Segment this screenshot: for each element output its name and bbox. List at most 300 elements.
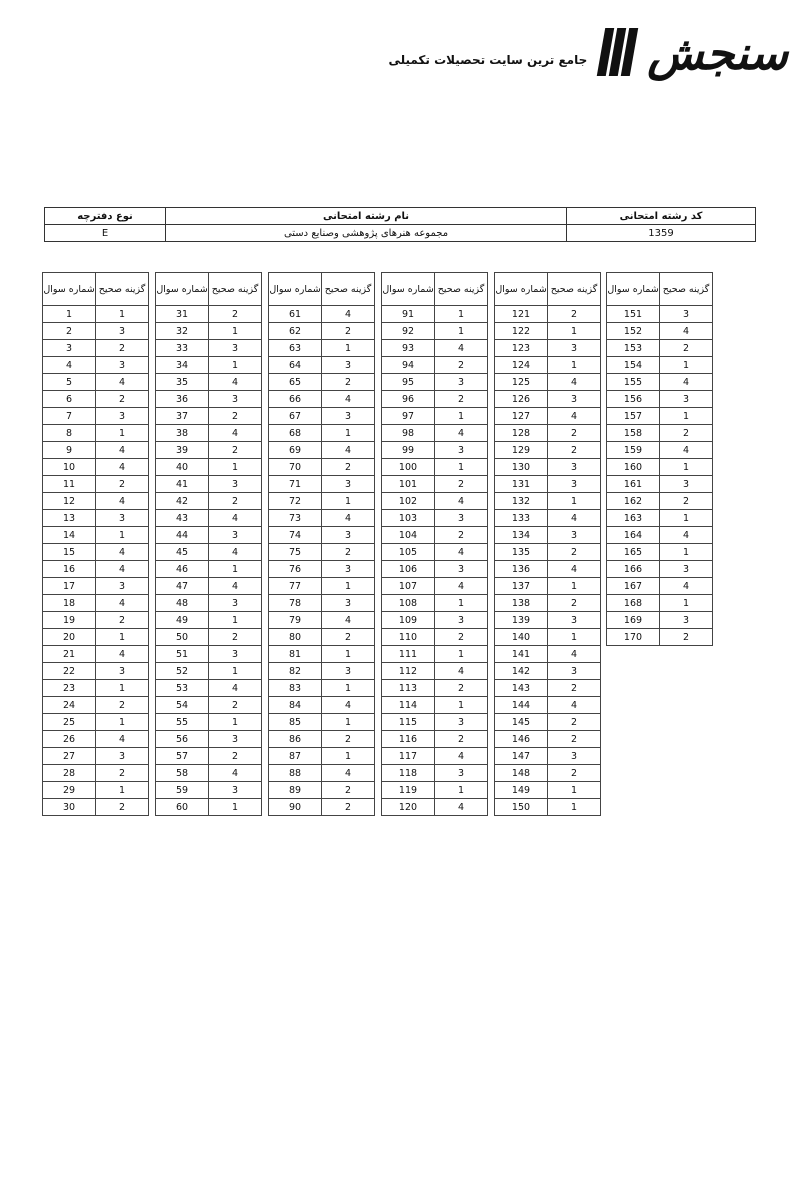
question-number: 136 <box>495 561 548 578</box>
correct-answer: 1 <box>435 323 488 340</box>
question-number: 2 <box>43 323 96 340</box>
question-number: 25 <box>43 714 96 731</box>
correct-answer: 1 <box>96 306 149 323</box>
question-number: 8 <box>43 425 96 442</box>
table-row <box>156 510 262 527</box>
question-number-header: شماره سوال <box>269 273 322 306</box>
question-number: 111 <box>382 646 435 663</box>
question-number: 146 <box>495 731 548 748</box>
table-row <box>607 561 713 578</box>
table-row <box>43 765 149 782</box>
table-row <box>269 357 375 374</box>
question-number: 114 <box>382 697 435 714</box>
booklet-type-value: E <box>45 225 166 242</box>
correct-answer: 4 <box>548 408 601 425</box>
correct-answer: 2 <box>209 629 262 646</box>
question-number: 88 <box>269 765 322 782</box>
table-row <box>269 476 375 493</box>
correct-answer: 3 <box>209 646 262 663</box>
question-number: 94 <box>382 357 435 374</box>
correct-answer: 1 <box>548 357 601 374</box>
question-number: 132 <box>495 493 548 510</box>
question-number: 16 <box>43 561 96 578</box>
table-row <box>495 425 601 442</box>
logo-wordmark: سنجش <box>647 26 788 80</box>
question-number: 148 <box>495 765 548 782</box>
question-number: 66 <box>269 391 322 408</box>
correct-answer: 3 <box>322 476 375 493</box>
question-number: 168 <box>607 595 660 612</box>
table-row <box>382 799 488 816</box>
question-number: 142 <box>495 663 548 680</box>
question-number: 77 <box>269 578 322 595</box>
answer-key-table <box>268 272 375 816</box>
correct-answer: 1 <box>548 578 601 595</box>
table-row <box>607 340 713 357</box>
question-number: 91 <box>382 306 435 323</box>
question-number: 50 <box>156 629 209 646</box>
table-row <box>495 510 601 527</box>
question-number: 145 <box>495 714 548 731</box>
table-row <box>269 323 375 340</box>
table-row <box>269 510 375 527</box>
answer-key-table <box>381 272 488 816</box>
question-number: 161 <box>607 476 660 493</box>
question-number: 18 <box>43 595 96 612</box>
table-row <box>269 391 375 408</box>
question-number: 23 <box>43 680 96 697</box>
correct-answer: 3 <box>209 595 262 612</box>
correct-answer: 3 <box>322 595 375 612</box>
correct-answer: 4 <box>435 340 488 357</box>
table-row <box>495 680 601 697</box>
question-number: 35 <box>156 374 209 391</box>
question-number-header: شماره سوال <box>382 273 435 306</box>
correct-answer: 4 <box>548 561 601 578</box>
correct-answer: 2 <box>435 391 488 408</box>
correct-answer: 4 <box>209 374 262 391</box>
correct-answer: 3 <box>209 340 262 357</box>
correct-answer: 1 <box>435 646 488 663</box>
correct-answer: 1 <box>96 782 149 799</box>
question-number: 85 <box>269 714 322 731</box>
correct-answer: 4 <box>322 442 375 459</box>
question-number: 92 <box>382 323 435 340</box>
table-row <box>495 799 601 816</box>
table-row <box>269 340 375 357</box>
question-number: 57 <box>156 748 209 765</box>
table-row <box>495 493 601 510</box>
question-number: 149 <box>495 782 548 799</box>
correct-answer: 4 <box>322 391 375 408</box>
correct-answer: 2 <box>660 340 713 357</box>
table-row <box>269 765 375 782</box>
table-row <box>382 510 488 527</box>
question-number: 113 <box>382 680 435 697</box>
table-row <box>156 357 262 374</box>
table-row <box>382 578 488 595</box>
table-row <box>156 714 262 731</box>
question-number: 29 <box>43 782 96 799</box>
answer-key-table <box>42 272 149 816</box>
question-number: 7 <box>43 408 96 425</box>
correct-answer: 3 <box>660 612 713 629</box>
question-number: 74 <box>269 527 322 544</box>
table-row <box>156 663 262 680</box>
correct-answer: 2 <box>548 765 601 782</box>
correct-answer: 3 <box>96 408 149 425</box>
correct-answer: 1 <box>96 714 149 731</box>
table-row <box>269 595 375 612</box>
table-row <box>156 493 262 510</box>
question-number: 150 <box>495 799 548 816</box>
correct-answer: 2 <box>660 493 713 510</box>
correct-answer-header: گزینه صحیح <box>435 273 488 306</box>
question-number: 5 <box>43 374 96 391</box>
correct-answer: 4 <box>209 578 262 595</box>
question-number: 68 <box>269 425 322 442</box>
question-number: 106 <box>382 561 435 578</box>
answer-key-table <box>606 272 713 646</box>
table-row <box>156 544 262 561</box>
table-row <box>607 476 713 493</box>
table-row <box>382 323 488 340</box>
correct-answer: 4 <box>209 425 262 442</box>
table-row <box>43 391 149 408</box>
table-row <box>495 595 601 612</box>
question-number: 131 <box>495 476 548 493</box>
question-number-header: شماره سوال <box>607 273 660 306</box>
correct-answer: 4 <box>548 646 601 663</box>
question-number: 51 <box>156 646 209 663</box>
question-number: 120 <box>382 799 435 816</box>
question-number: 138 <box>495 595 548 612</box>
table-row <box>156 799 262 816</box>
question-number: 41 <box>156 476 209 493</box>
question-number: 109 <box>382 612 435 629</box>
table-row <box>607 442 713 459</box>
table-row <box>607 629 713 646</box>
table-row <box>156 731 262 748</box>
table-row <box>382 544 488 561</box>
question-number: 47 <box>156 578 209 595</box>
table-row <box>607 357 713 374</box>
question-number: 99 <box>382 442 435 459</box>
correct-answer: 3 <box>96 510 149 527</box>
question-number: 60 <box>156 799 209 816</box>
table-row <box>495 561 601 578</box>
table-row <box>607 374 713 391</box>
correct-answer: 4 <box>435 544 488 561</box>
correct-answer: 2 <box>322 544 375 561</box>
correct-answer: 2 <box>322 323 375 340</box>
correct-answer: 3 <box>435 561 488 578</box>
correct-answer: 1 <box>209 323 262 340</box>
question-number: 127 <box>495 408 548 425</box>
table-row <box>156 323 262 340</box>
correct-answer: 3 <box>435 765 488 782</box>
table-row <box>382 731 488 748</box>
question-number: 15 <box>43 544 96 561</box>
table-row <box>156 595 262 612</box>
correct-answer: 4 <box>209 765 262 782</box>
question-number: 144 <box>495 697 548 714</box>
table-row <box>495 731 601 748</box>
correct-answer: 4 <box>209 544 262 561</box>
table-row <box>43 748 149 765</box>
correct-answer: 2 <box>322 799 375 816</box>
question-number: 155 <box>607 374 660 391</box>
table-row <box>607 459 713 476</box>
correct-answer: 2 <box>435 680 488 697</box>
question-number: 36 <box>156 391 209 408</box>
correct-answer: 2 <box>322 731 375 748</box>
correct-answer: 2 <box>548 731 601 748</box>
question-number: 59 <box>156 782 209 799</box>
correct-answer: 4 <box>96 544 149 561</box>
correct-answer: 2 <box>96 391 149 408</box>
table-row <box>43 442 149 459</box>
correct-answer: 3 <box>660 561 713 578</box>
correct-answer: 3 <box>322 527 375 544</box>
question-number: 53 <box>156 680 209 697</box>
question-number-header: شماره سوال <box>156 273 209 306</box>
table-row <box>607 527 713 544</box>
correct-answer: 3 <box>209 782 262 799</box>
table-row <box>607 323 713 340</box>
question-number: 78 <box>269 595 322 612</box>
question-number: 130 <box>495 459 548 476</box>
table-row <box>382 357 488 374</box>
question-number: 81 <box>269 646 322 663</box>
table-row <box>156 748 262 765</box>
question-number: 65 <box>269 374 322 391</box>
correct-answer-header: گزینه صحیح <box>209 273 262 306</box>
correct-answer: 4 <box>96 459 149 476</box>
correct-answer: 3 <box>435 374 488 391</box>
correct-answer: 1 <box>209 799 262 816</box>
question-number: 58 <box>156 765 209 782</box>
correct-answer: 2 <box>548 544 601 561</box>
question-number: 151 <box>607 306 660 323</box>
table-row <box>156 527 262 544</box>
table-row <box>382 595 488 612</box>
table-row <box>382 748 488 765</box>
table-row <box>607 544 713 561</box>
question-number: 164 <box>607 527 660 544</box>
correct-answer: 1 <box>209 357 262 374</box>
table-row <box>156 425 262 442</box>
correct-answer: 3 <box>660 391 713 408</box>
question-number: 44 <box>156 527 209 544</box>
correct-answer: 4 <box>435 578 488 595</box>
table-row <box>382 561 488 578</box>
table-row <box>382 629 488 646</box>
table-row <box>607 306 713 323</box>
table-row <box>269 697 375 714</box>
table-row <box>43 408 149 425</box>
correct-answer: 1 <box>435 306 488 323</box>
correct-answer: 1 <box>322 578 375 595</box>
question-number: 162 <box>607 493 660 510</box>
question-number: 135 <box>495 544 548 561</box>
table-row <box>156 340 262 357</box>
correct-answer: 1 <box>548 782 601 799</box>
correct-answer: 3 <box>322 357 375 374</box>
question-number: 126 <box>495 391 548 408</box>
table-row <box>43 476 149 493</box>
table-row <box>495 527 601 544</box>
question-number: 125 <box>495 374 548 391</box>
correct-answer-header: گزینه صحیح <box>548 273 601 306</box>
table-row <box>495 646 601 663</box>
question-number: 165 <box>607 544 660 561</box>
question-number: 39 <box>156 442 209 459</box>
table-row <box>43 527 149 544</box>
correct-answer: 3 <box>322 561 375 578</box>
correct-answer: 2 <box>548 306 601 323</box>
question-number: 24 <box>43 697 96 714</box>
table-row <box>382 680 488 697</box>
table-row <box>269 561 375 578</box>
table-row <box>495 629 601 646</box>
table-row <box>607 425 713 442</box>
correct-answer: 3 <box>96 357 149 374</box>
question-number: 86 <box>269 731 322 748</box>
table-row <box>43 544 149 561</box>
correct-answer: 1 <box>548 629 601 646</box>
correct-answer: 1 <box>322 340 375 357</box>
question-number: 137 <box>495 578 548 595</box>
table-row <box>156 765 262 782</box>
correct-answer: 3 <box>548 612 601 629</box>
correct-answer: 2 <box>435 629 488 646</box>
correct-answer: 1 <box>96 629 149 646</box>
correct-answer: 3 <box>435 510 488 527</box>
table-row <box>269 493 375 510</box>
question-number: 32 <box>156 323 209 340</box>
exam-name-header: نام رشته امتحانی <box>166 208 567 225</box>
table-row <box>607 595 713 612</box>
correct-answer: 2 <box>435 527 488 544</box>
correct-answer: 2 <box>209 442 262 459</box>
table-row <box>607 408 713 425</box>
correct-answer: 2 <box>548 714 601 731</box>
question-number: 103 <box>382 510 435 527</box>
question-number: 158 <box>607 425 660 442</box>
correct-answer: 4 <box>435 799 488 816</box>
answer-key-table <box>155 272 262 816</box>
table-row <box>43 595 149 612</box>
table-row <box>607 493 713 510</box>
table-row <box>156 306 262 323</box>
table-row <box>382 765 488 782</box>
question-number: 141 <box>495 646 548 663</box>
question-number: 6 <box>43 391 96 408</box>
table-row <box>495 578 601 595</box>
correct-answer: 4 <box>96 646 149 663</box>
correct-answer: 1 <box>660 459 713 476</box>
table-row <box>269 782 375 799</box>
table-row <box>269 408 375 425</box>
correct-answer: 4 <box>660 527 713 544</box>
question-number: 96 <box>382 391 435 408</box>
table-row <box>607 510 713 527</box>
table-row <box>269 612 375 629</box>
table-row <box>495 544 601 561</box>
question-number: 117 <box>382 748 435 765</box>
correct-answer: 1 <box>435 408 488 425</box>
question-number: 159 <box>607 442 660 459</box>
correct-answer: 2 <box>660 629 713 646</box>
question-number: 97 <box>382 408 435 425</box>
question-number: 102 <box>382 493 435 510</box>
question-number: 143 <box>495 680 548 697</box>
table-row <box>495 442 601 459</box>
table-row <box>495 748 601 765</box>
correct-answer: 1 <box>322 680 375 697</box>
logo-tagline: جامع ترین سایت تحصیلات تکمیلی <box>388 53 588 67</box>
table-row <box>43 357 149 374</box>
table-row <box>382 527 488 544</box>
question-number: 27 <box>43 748 96 765</box>
question-number: 153 <box>607 340 660 357</box>
question-number: 104 <box>382 527 435 544</box>
table-row <box>495 306 601 323</box>
question-number: 28 <box>43 765 96 782</box>
table-row <box>156 629 262 646</box>
question-number: 43 <box>156 510 209 527</box>
correct-answer: 4 <box>548 510 601 527</box>
question-number: 84 <box>269 697 322 714</box>
question-number: 116 <box>382 731 435 748</box>
table-row <box>156 374 262 391</box>
correct-answer: 4 <box>660 374 713 391</box>
table-row <box>382 408 488 425</box>
booklet-type-header: نوع دفترچه <box>45 208 166 225</box>
question-number: 70 <box>269 459 322 476</box>
question-number: 73 <box>269 510 322 527</box>
table-row <box>495 765 601 782</box>
sanjesh-logo <box>388 18 788 88</box>
table-row <box>495 374 601 391</box>
correct-answer: 1 <box>548 799 601 816</box>
question-number: 3 <box>43 340 96 357</box>
table-row <box>43 340 149 357</box>
table-row <box>156 442 262 459</box>
table-row <box>382 391 488 408</box>
question-number: 121 <box>495 306 548 323</box>
correct-answer: 2 <box>322 629 375 646</box>
table-row <box>43 646 149 663</box>
table-row <box>269 578 375 595</box>
question-number: 71 <box>269 476 322 493</box>
correct-answer: 3 <box>548 476 601 493</box>
table-row <box>495 612 601 629</box>
question-number: 64 <box>269 357 322 374</box>
question-number: 110 <box>382 629 435 646</box>
correct-answer: 1 <box>660 544 713 561</box>
correct-answer: 3 <box>435 714 488 731</box>
question-number: 37 <box>156 408 209 425</box>
correct-answer: 2 <box>96 799 149 816</box>
question-number: 152 <box>607 323 660 340</box>
question-number: 93 <box>382 340 435 357</box>
question-number: 67 <box>269 408 322 425</box>
correct-answer: 4 <box>548 697 601 714</box>
question-number: 122 <box>495 323 548 340</box>
table-row <box>382 459 488 476</box>
